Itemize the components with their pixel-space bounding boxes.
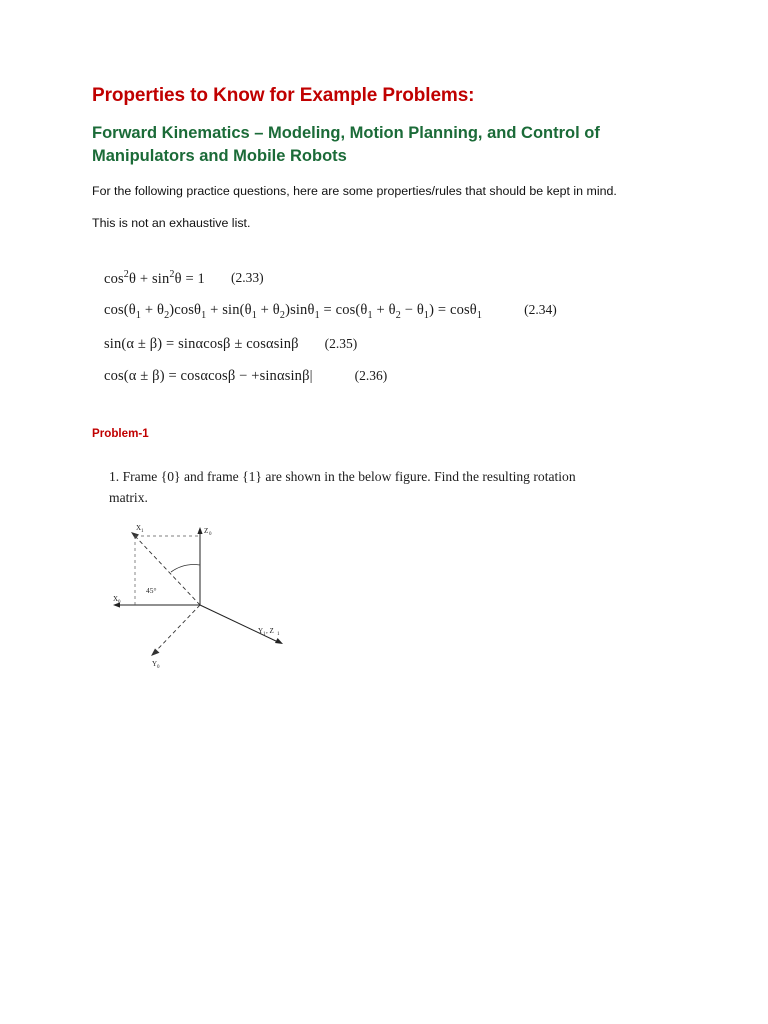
problem-heading: Problem-1 [92, 427, 149, 441]
equation-2-34-number: (2.34) [524, 302, 557, 318]
angle-label-45: 45° [146, 586, 157, 596]
note-paragraph: This is not an exhaustive list. [92, 215, 251, 230]
svg-text:0: 0 [157, 665, 160, 671]
equation-list [104, 269, 676, 386]
equation-2-34-body: $\cos(\theta_1 + \theta_2)\cos\theta_1 + \sin(\theta_1 + \theta_2)\sin\theta_1 = \cos(\theta_1 + \theta_2 - \theta_1) = \cos\theta_1$ [104, 302, 483, 322]
problem-statement: 1. Frame {0} and frame {1} are shown in the below figure. Find the resulting rotation matrix. [109, 469, 576, 506]
page-title: Properties to Know for Example Problems: [92, 85, 475, 106]
intro-paragraph: For the following practice questions, here are some properties/rules that should be kept in mind. [92, 184, 617, 199]
svg-text:1: 1 [141, 529, 144, 535]
equation-2-36-number: (2.36) [354, 368, 388, 384]
axis-label-y1-z1: Y [258, 627, 264, 636]
svg-text:, Z: , Z [266, 627, 274, 636]
equation-2-33-body: $\cos^2\theta + \sin^2\theta = 1$ [104, 268, 205, 287]
equation-2-35 [104, 336, 676, 353]
document-content [92, 84, 676, 680]
page-subtitle: Forward Kinematics – Modeling, Motion Planning, and Control of Manipulators and Mobile Robots [92, 123, 600, 165]
equation-2-36-body: cos(α ± β) = cosαcosβ − +sinαsinβ| [104, 368, 313, 385]
equation-2-34 [104, 302, 676, 321]
axis-label-x0: X [113, 595, 119, 604]
svg-text:1: 1 [263, 632, 266, 638]
equation-2-36 [104, 368, 676, 385]
axis-label-y0: Y [152, 660, 158, 669]
frame-diagram-figure [110, 520, 440, 680]
svg-text:1: 1 [277, 632, 280, 638]
svg-text:0: 0 [209, 532, 212, 538]
equation-2-33 [104, 269, 676, 288]
axis-label-z0: Z [204, 527, 209, 536]
axis-label-x1: X [136, 524, 142, 533]
equation-2-35-body: sin(α ± β) = sinαcosβ ± cosαsinβ [104, 336, 299, 353]
svg-text:0: 0 [118, 600, 121, 606]
frame-diagram-svg [110, 520, 440, 680]
equation-2-33-number: (2.33) [230, 270, 264, 286]
equation-2-35-number: (2.35) [324, 336, 358, 352]
